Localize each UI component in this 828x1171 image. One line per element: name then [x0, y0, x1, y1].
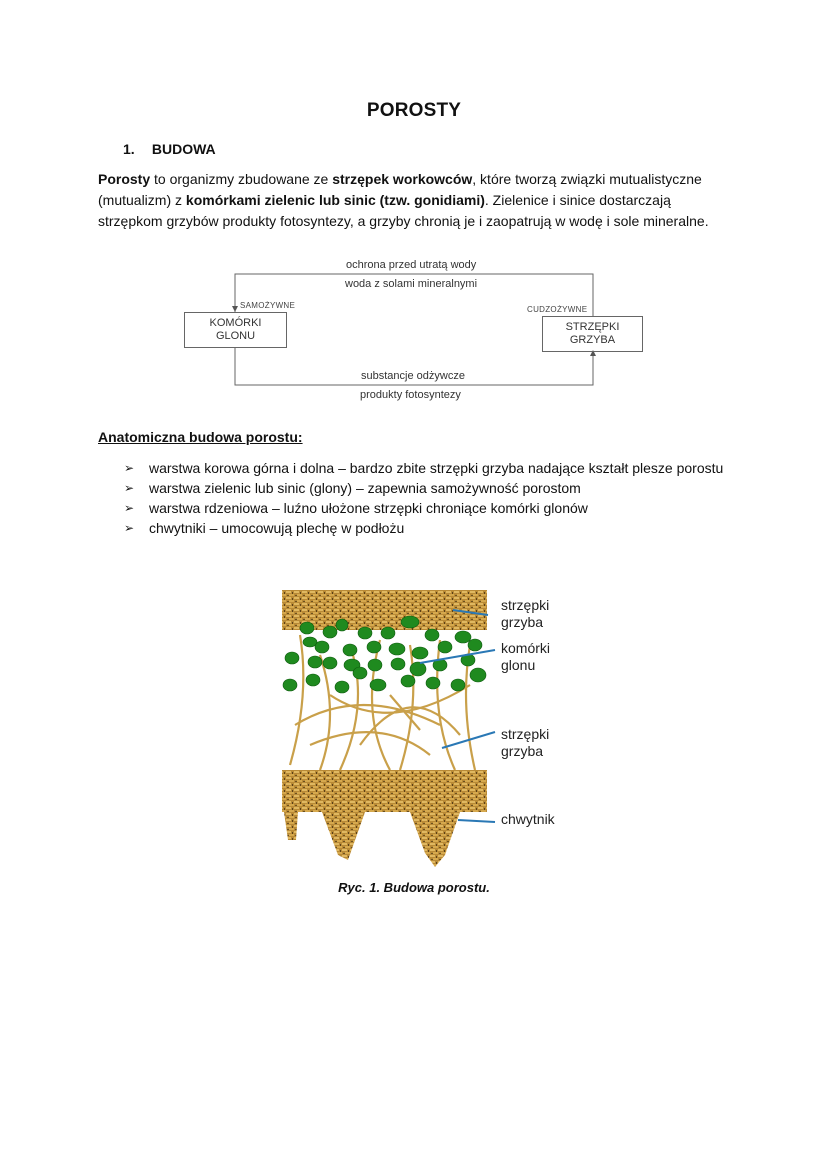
- label-rhizine: chwytnik: [501, 811, 555, 827]
- label-medulla-hyphae: [501, 726, 549, 760]
- mutualism-flow-diagram: [180, 250, 650, 410]
- medulla-hyphae: [290, 635, 475, 770]
- arrow-bullet-icon: ➢: [124, 481, 135, 495]
- label-water-protection: ochrona przed utratą wody: [346, 259, 477, 271]
- label-nutrients: substancje odżywcze: [361, 370, 465, 382]
- box-hyphae-line1: STRZĘPKI: [565, 321, 620, 333]
- list-item-text: chwytniki – umocowują plechę w podłożu: [149, 520, 405, 536]
- box-fungal-hyphae: [542, 316, 643, 352]
- list-item: [124, 458, 723, 478]
- page-title: POROSTY: [366, 100, 462, 121]
- label-photosynthesis-products: produkty fotosyntezy: [360, 389, 461, 401]
- arrow-bullet-icon: ➢: [124, 521, 135, 535]
- list-item: [124, 478, 723, 498]
- intro-text: to organizmy zbudowane ze: [150, 171, 333, 187]
- label-water-minerals: woda z solami mineralnymi: [345, 278, 478, 290]
- list-item-text: warstwa korowa górna i dolna – bardzo zbite strzępki grzyba nadające kształt plesze porostu: [149, 460, 724, 476]
- label-line: grzyba: [501, 614, 544, 630]
- list-item-text: warstwa zielenic lub sinic (glony) – zapewnia samożywność porostom: [149, 480, 581, 496]
- rhizine: [322, 812, 365, 860]
- rhizine: [410, 812, 460, 867]
- intro-text: , które tworzą związki mutualistyczne (mutualizm) z: [98, 171, 702, 208]
- list-item-text: warstwa rdzeniowa – luźno ułożone strzępki chroniące komórki glonów: [149, 500, 588, 516]
- label-line: glonu: [501, 657, 536, 673]
- label-line: strzępki: [501, 597, 550, 613]
- arrow-bullet-icon: ➢: [124, 461, 135, 475]
- label-algae-cells: [501, 640, 550, 674]
- intro-bold-term: Porosty: [98, 171, 151, 187]
- list-item: [124, 518, 723, 538]
- tag-autotrophic: SAMOŻYWNE: [240, 301, 296, 310]
- intro-paragraph: [98, 169, 738, 232]
- figure-caption: Ryc. 1. Budowa porostu.: [338, 880, 490, 895]
- tag-heterotrophic: CUDZOŻYWNE: [527, 305, 588, 314]
- box-algae-line1: KOMÓRKI: [209, 317, 262, 329]
- box-algae-line2: GLONU: [215, 330, 256, 342]
- section-number: 1.: [123, 141, 135, 157]
- section-heading: [123, 141, 216, 157]
- rhizine: [284, 812, 298, 840]
- box-hyphae-line2: GRZYBA: [569, 334, 616, 346]
- lower-cortex: [282, 770, 487, 812]
- anatomy-list: [124, 458, 723, 538]
- anatomy-heading: Anatomiczna budowa porostu:: [98, 429, 303, 445]
- list-item: [124, 498, 723, 518]
- intro-text: . Zielenice i sinice dostarczają strzępkom grzybów produkty fotosyntezy, a grzyby chronią je i zaopatrują w wodę i sole mineralne.: [98, 192, 709, 229]
- label-line: grzyba: [501, 743, 544, 759]
- label-upper-hyphae: [501, 597, 549, 631]
- label-line: strzępki: [501, 726, 550, 742]
- intro-bold-term: komórkami zielenic lub sinic (tzw. gonidiami): [185, 192, 485, 208]
- arrow-bullet-icon: ➢: [124, 501, 135, 515]
- section-title: BUDOWA: [151, 141, 216, 157]
- lichen-anatomy-figure: [270, 585, 570, 875]
- box-algae-cells: [184, 312, 287, 348]
- intro-bold-term: strzępek workowców: [332, 171, 473, 187]
- label-line: komórki: [501, 640, 551, 656]
